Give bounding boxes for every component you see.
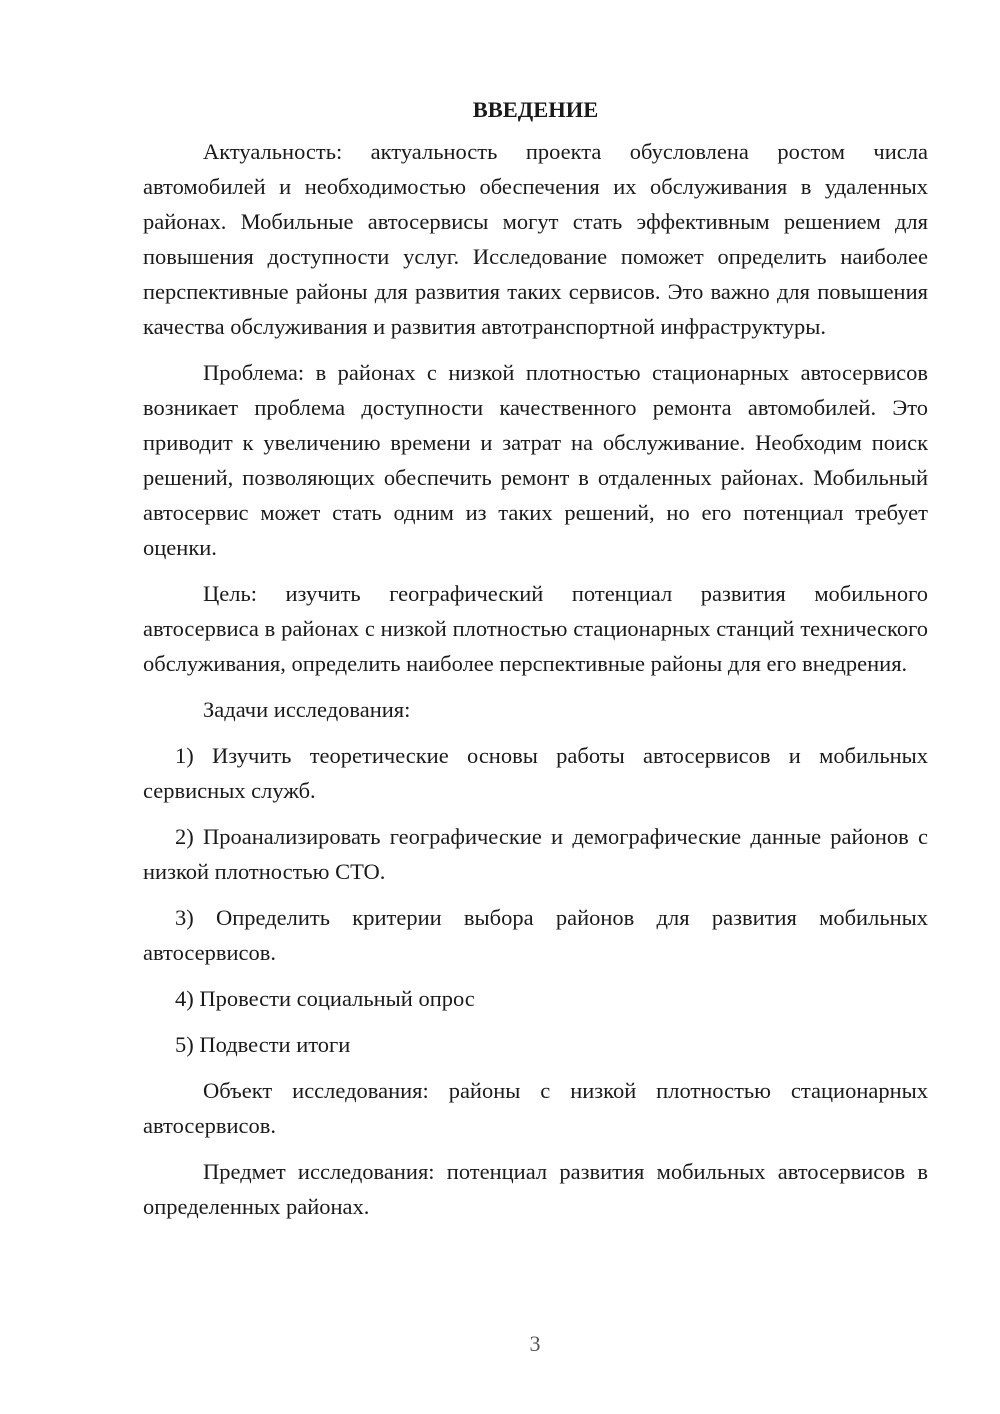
paragraph-problem: Проблема: в районах с низкой плотностью стационарных автосервисов возникает проблема доступности качественного ремонта автомобилей. Это приводит к увеличению времени и затрат на обслуживание. Необходим поиск решений, позволяющих обеспечить ремонт в отдаленных районах. Мобильный автосервис может стать одним из таких решений, но его потенциал требует оценки.: [143, 360, 928, 560]
task-item-2: 2) Проанализировать географические и демографические данные районов с низкой плотностью СТО.: [143, 824, 928, 884]
tasks-heading: Задачи исследования:: [203, 697, 411, 722]
task-item-3: 3) Определить критерии выбора районов для развития мобильных автосервисов.: [143, 905, 928, 965]
page-number: 3: [529, 1331, 541, 1356]
paragraph-object: Объект исследования: районы с низкой плотностью стационарных автосервисов.: [143, 1078, 928, 1138]
tasks-list: [143, 738, 928, 1062]
paragraph-relevance: Актуальность: актуальность проекта обусловлена ростом числа автомобилей и необходимостью обеспечения их обслуживания в удаленных районах. Мобильные автосервисы могут стать эффективным решением для повышения доступности услуг. Исследование поможет определить наиболее перспективные районы для развития таких сервисов. Это важно для повышения качества обслуживания и развития автотранспортной инфраструктуры.: [143, 139, 928, 339]
paragraph-goal: Цель: изучить географический потенциал развития мобильного автосервиса в районах с низкой плотностью стационарных станций технического обслуживания, определить наиболее перспективные районы для его внедрения.: [143, 581, 928, 676]
task-item-1: 1) Изучить теоретические основы работы автосервисов и мобильных сервисных служб.: [143, 743, 928, 803]
task-item-4: 4) Провести социальный опрос: [175, 986, 475, 1011]
paragraph-subject: Предмет исследования: потенциал развития мобильных автосервисов в определенных районах.: [143, 1159, 928, 1219]
task-item-5: 5) Подвести итоги: [175, 1032, 351, 1057]
page-title: ВВЕДЕНИЕ: [472, 97, 599, 122]
document-page: [143, 92, 928, 1235]
